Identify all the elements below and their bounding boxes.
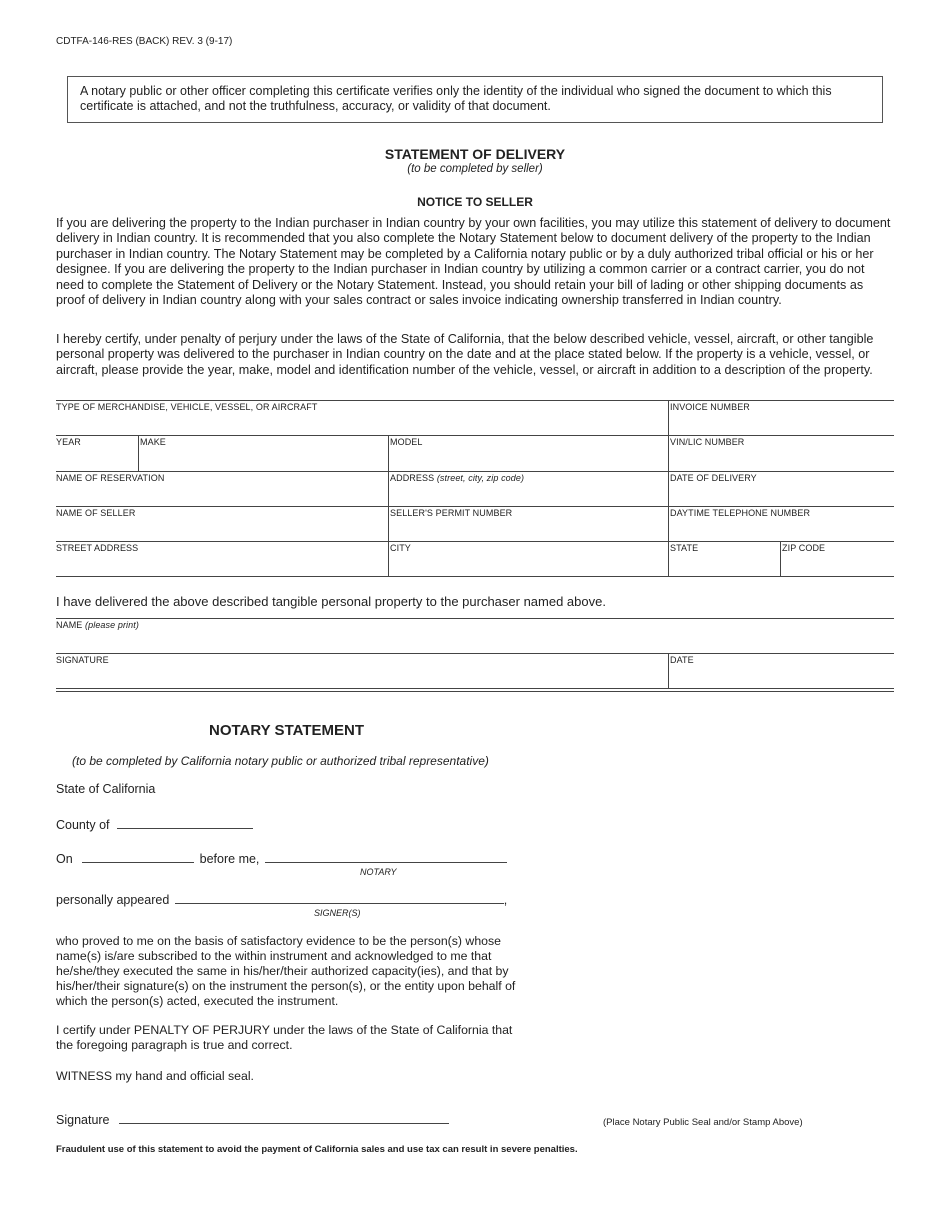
comma: , bbox=[503, 893, 508, 907]
vin-field[interactable]: VIN/LIC NUMBER bbox=[670, 437, 745, 447]
seller-name-field[interactable]: NAME OF SELLER bbox=[56, 508, 136, 518]
phone-field[interactable]: DAYTIME TELEPHONE NUMBER bbox=[670, 508, 811, 518]
perjury-paragraph: I certify under PENALTY OF PERJURY under the laws of the State of California that the foregoing paragraph is true and correct. bbox=[56, 1023, 513, 1052]
seller-signature-field[interactable]: SIGNATURE bbox=[56, 655, 109, 665]
signer-name-input[interactable] bbox=[175, 892, 504, 904]
form-identifier: CDTFA-146-RES (BACK) REV. 3 (9-17) bbox=[56, 36, 233, 47]
notary-caption: NOTARY bbox=[360, 867, 397, 877]
grid-divider bbox=[668, 400, 669, 576]
before-me-label: before me, bbox=[199, 852, 260, 866]
appeared-line bbox=[56, 892, 507, 907]
state-field[interactable]: STATE bbox=[670, 543, 699, 553]
notary-statement-subtitle: (to be completed by California notary public or authorized tribal representative) bbox=[72, 754, 489, 768]
appeared-label: personally appeared bbox=[56, 893, 170, 907]
model-field[interactable]: MODEL bbox=[390, 437, 423, 447]
county-line bbox=[56, 817, 253, 832]
grid-divider bbox=[780, 541, 781, 576]
notary-disclaimer-box bbox=[67, 76, 883, 123]
notary-statement-title: NOTARY STATEMENT bbox=[209, 722, 364, 739]
grid-line bbox=[56, 400, 894, 401]
address-field[interactable] bbox=[390, 473, 524, 483]
county-input[interactable] bbox=[117, 817, 253, 829]
address-label: ADDRESS bbox=[390, 473, 435, 483]
grid-line bbox=[56, 541, 894, 542]
grid-divider bbox=[388, 435, 389, 576]
grid-divider bbox=[138, 435, 139, 471]
grid-line bbox=[56, 576, 894, 577]
reservation-field[interactable]: NAME OF RESERVATION bbox=[56, 473, 165, 483]
address-hint: (street, city, zip code) bbox=[436, 473, 525, 483]
invoice-number-field[interactable]: INVOICE NUMBER bbox=[670, 402, 750, 412]
notary-signature-input[interactable] bbox=[119, 1112, 449, 1124]
grid-line bbox=[56, 618, 894, 619]
name-hint: (please print) bbox=[85, 620, 139, 630]
city-field[interactable]: CITY bbox=[390, 543, 411, 553]
signature-date-field[interactable]: DATE bbox=[670, 655, 694, 665]
fraud-warning: Fraudulent use of this statement to avoid the payment of California sales and use tax can result in severe penalties. bbox=[56, 1144, 578, 1155]
printed-name-field[interactable] bbox=[56, 620, 139, 630]
statement-of-delivery-subtitle: (to be completed by seller) bbox=[407, 163, 543, 175]
grid-line bbox=[56, 688, 894, 689]
delivery-date-field[interactable]: DATE OF DELIVERY bbox=[670, 473, 757, 483]
name-label: NAME bbox=[56, 620, 83, 630]
year-field[interactable]: YEAR bbox=[56, 437, 81, 447]
grid-divider bbox=[668, 653, 669, 688]
state-line: State of California bbox=[56, 782, 156, 796]
notary-disclaimer-text: A notary public or other officer completing this certificate verifies only the identity of the individual who signed the document to which this certificate is attached, and not the truthfulness, accuracy, or validity of that document. bbox=[80, 84, 832, 113]
notarization-date-input[interactable] bbox=[82, 851, 194, 863]
merchandise-type-field[interactable]: TYPE OF MERCHANDISE, VEHICLE, VESSEL, OR AIRCRAFT bbox=[56, 402, 318, 412]
proof-paragraph: who proved to me on the basis of satisfactory evidence to be the person(s) whose name(s) is/are subscribed to the within instrument and acknowledged to me that he/she/they executed the same in his/her/their authorized capacity(ies), and that by his/her/their signature(s) on the instrument the person(s), or the entity upon behalf of which the person(s) acted, executed the instrument. bbox=[56, 934, 516, 1008]
make-field[interactable]: MAKE bbox=[140, 437, 166, 447]
grid-line bbox=[56, 471, 894, 472]
signer-caption: SIGNER(S) bbox=[314, 908, 361, 918]
street-address-field[interactable]: STREET ADDRESS bbox=[56, 543, 139, 553]
on-label: On bbox=[56, 852, 73, 866]
signature-label: Signature bbox=[56, 1113, 110, 1127]
grid-line bbox=[56, 691, 894, 692]
grid-line bbox=[56, 435, 894, 436]
notary-signature-line bbox=[56, 1112, 449, 1127]
witness-line: WITNESS my hand and official seal. bbox=[56, 1069, 254, 1083]
statement-of-delivery-title: STATEMENT OF DELIVERY bbox=[384, 146, 566, 162]
notice-paragraph: If you are delivering the property to the Indian purchaser in Indian country by your own facilities, you may utilize this statement of delivery to document delivery in Indian country. It is recommended that you also complete the Notary Statement below to document delivery of the property to the Indian purchaser in Indian country. The Notary Statement may be completed by a California notary public or by a duly authorized tribal official or his or her designee. If you are delivering the property to the Indian purchaser in Indian country by utilizing a common carrier or a contract carrier, you do not need to complete the Statement of Delivery or the Notary Statement. Instead, you should retain your bill of lading or other shipping documents as proof of delivery in Indian country along with your sales contract or sales invoice indicating ownership transferred in Indian country. bbox=[56, 216, 891, 308]
zip-code-field[interactable]: ZIP CODE bbox=[782, 543, 826, 553]
county-label: County of bbox=[56, 818, 110, 832]
date-notary-line bbox=[56, 851, 507, 866]
seal-placement-note: (Place Notary Public Seal and/or Stamp Above) bbox=[603, 1117, 803, 1128]
notary-name-input[interactable] bbox=[265, 851, 507, 863]
grid-line bbox=[56, 506, 894, 507]
delivery-statement: I have delivered the above described tangible personal property to the purchaser named above. bbox=[56, 594, 606, 609]
certification-paragraph: I hereby certify, under penalty of perjury under the laws of the State of California, that the below described vehicle, vessel, aircraft, or other tangible personal property was delivered to the purchaser in Indian country on the date and at the place stated below. If the property is a vehicle, vessel, or aircraft, please provide the year, make, model and identification number of the vehicle, vessel, or aircraft in addition to a description of the property. bbox=[56, 332, 874, 377]
permit-number-field[interactable]: SELLER'S PERMIT NUMBER bbox=[390, 508, 513, 518]
notice-to-seller-title: NOTICE TO SELLER bbox=[417, 195, 533, 209]
grid-line bbox=[56, 653, 894, 654]
